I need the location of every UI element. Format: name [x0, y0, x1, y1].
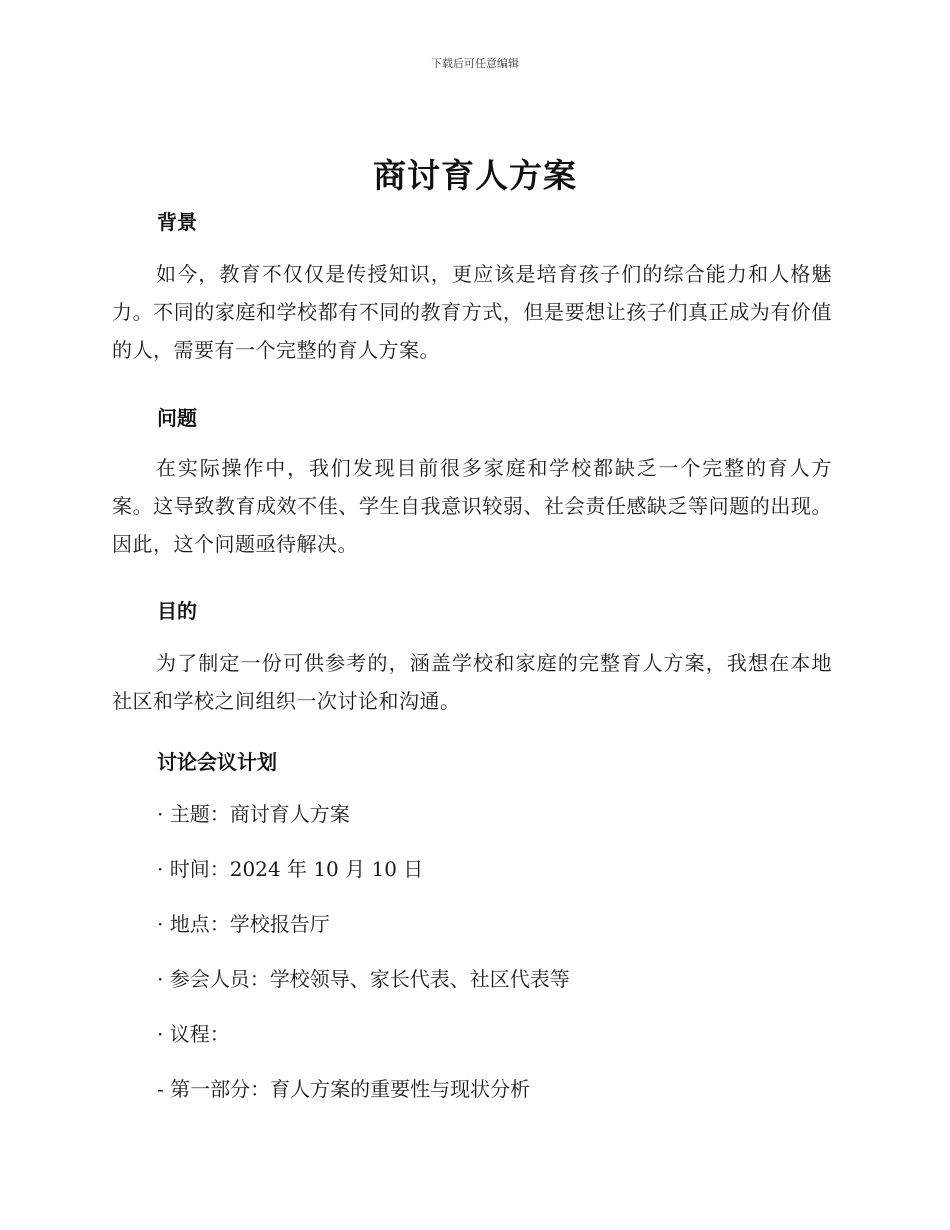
section-text-purpose: 为了制定一份可供参考的，涵盖学校和家庭的完整育人方案，我想在本地社区和学校之间组织一次讨论和沟通。	[112, 651, 832, 713]
header-note: 下载后可任意编辑	[431, 57, 519, 70]
plan-item-attendees: · 参会人员：学校领导、家长代表、社区代表等	[157, 967, 570, 991]
document-title: 商讨育人方案	[373, 156, 577, 195]
plan-item-agenda: · 议程：	[157, 1022, 230, 1046]
section-heading-background: 背景	[157, 210, 197, 234]
section-heading-problem: 问题	[157, 406, 197, 430]
plan-item-topic: · 主题：商讨育人方案	[157, 802, 350, 826]
section-text-background: 如今，教育不仅仅是传授知识，更应该是培育孩子们的综合能力和人格魅力。不同的家庭和学校都有不同的教育方式，但是要想让孩子们真正成为有价值的人，需要有一个完整的育人方案。	[112, 262, 832, 362]
section-heading-plan: 讨论会议计划	[157, 750, 277, 774]
plan-item-location: · 地点：学校报告厅	[157, 912, 330, 936]
plan-item-agenda-part-1: - 第一部分：育人方案的重要性与现状分析	[157, 1077, 531, 1101]
section-text-problem: 在实际操作中，我们发现目前很多家庭和学校都缺乏一个完整的育人方案。这导致教育成效不佳、学生自我意识较弱、社会责任感缺乏等问题的出现。因此，这个问题亟待解决。	[112, 456, 832, 556]
section-heading-purpose: 目的	[157, 599, 197, 623]
plan-item-time: · 时间：2024 年 10 月 10 日	[157, 857, 424, 881]
